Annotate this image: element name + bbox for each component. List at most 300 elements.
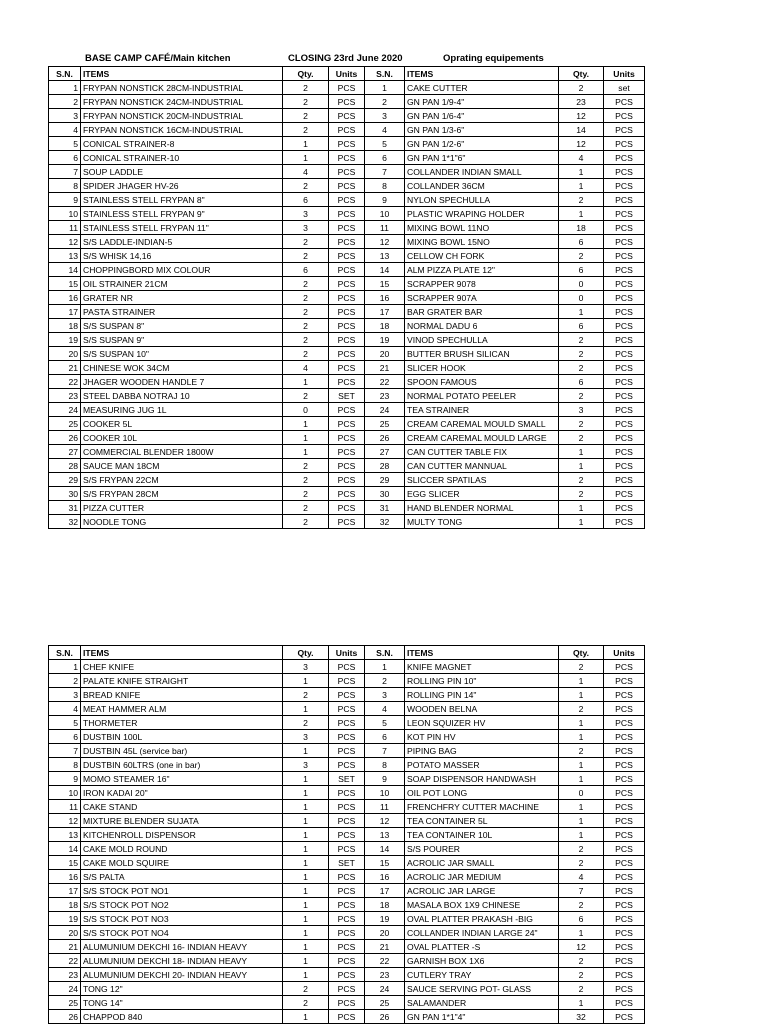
- cell-units: PCS: [329, 305, 365, 319]
- table-row: [49, 758, 645, 772]
- cell-item: FRYPAN NONSTICK 28CM-INDUSTRIAL: [81, 81, 283, 95]
- table-row: [49, 982, 645, 996]
- cell-units-2: PCS: [604, 151, 645, 165]
- cell-sn-2: 21: [365, 940, 405, 954]
- cell-sn: 9: [49, 772, 81, 786]
- cell-item: CHEF KNIFE: [81, 660, 283, 674]
- table-row: [49, 347, 645, 361]
- cell-item-2: SPOON FAMOUS: [405, 375, 559, 389]
- cell-qty: 1: [283, 842, 329, 856]
- table-row: [49, 179, 645, 193]
- cell-units-2: PCS: [604, 954, 645, 968]
- cell-units-2: PCS: [604, 431, 645, 445]
- cell-item: CHOPPINGBORD MIX COLOUR: [81, 263, 283, 277]
- cell-sn-2: 1: [365, 81, 405, 95]
- cell-item-2: GN PAN 1*1"6": [405, 151, 559, 165]
- cell-units-2: PCS: [604, 814, 645, 828]
- cell-sn-2: 26: [365, 1010, 405, 1024]
- table-row: [49, 361, 645, 375]
- table-row: [49, 305, 645, 319]
- column-header-sn: S.N.: [49, 67, 81, 81]
- cell-item: COMMERCIAL BLENDER 1800W: [81, 445, 283, 459]
- cell-qty: 2: [283, 347, 329, 361]
- column-header-item: ITEMS: [81, 67, 283, 81]
- cell-item-2: CREAM CAREMAL MOULD SMALL: [405, 417, 559, 431]
- cell-item-2: NORMAL DADU 6: [405, 319, 559, 333]
- cell-item: S/S STOCK POT NO3: [81, 912, 283, 926]
- cell-qty-2: 12: [559, 109, 604, 123]
- cell-item-2: COLLANDER 36CM: [405, 179, 559, 193]
- cell-qty-2: 1: [559, 828, 604, 842]
- cell-item: COOKER 10L: [81, 431, 283, 445]
- cell-item: STAINLESS STELL FRYPAN 9": [81, 207, 283, 221]
- cell-sn: 8: [49, 179, 81, 193]
- cell-sn-2: 11: [365, 221, 405, 235]
- table-row: [49, 417, 645, 431]
- cell-sn: 21: [49, 940, 81, 954]
- cell-sn-2: 18: [365, 319, 405, 333]
- cell-qty-2: 6: [559, 375, 604, 389]
- cell-qty-2: 6: [559, 912, 604, 926]
- cell-qty: 1: [283, 800, 329, 814]
- cell-units: PCS: [329, 151, 365, 165]
- cell-item-2: GN PAN 1/9-4": [405, 95, 559, 109]
- cell-sn-2: 29: [365, 473, 405, 487]
- cell-units-2: PCS: [604, 487, 645, 501]
- cell-units: PCS: [329, 319, 365, 333]
- cell-units: SET: [329, 389, 365, 403]
- cell-item-2: NYLON SPECHULLA: [405, 193, 559, 207]
- cell-units-2: PCS: [604, 515, 645, 529]
- cell-qty-2: 23: [559, 95, 604, 109]
- cell-qty-2: 2: [559, 473, 604, 487]
- cell-qty-2: 1: [559, 800, 604, 814]
- cell-item-2: LEON SQUIZER HV: [405, 716, 559, 730]
- cell-sn: 25: [49, 996, 81, 1010]
- cell-units-2: PCS: [604, 389, 645, 403]
- cell-sn-2: 17: [365, 305, 405, 319]
- table-row: [49, 912, 645, 926]
- cell-item: PIZZA CUTTER: [81, 501, 283, 515]
- column-header-item-2: ITEMS: [405, 646, 559, 660]
- cell-sn: 6: [49, 151, 81, 165]
- cell-qty: 1: [283, 702, 329, 716]
- cell-units-2: PCS: [604, 333, 645, 347]
- cell-qty: 2: [283, 81, 329, 95]
- cell-item: IRON KADAI 20": [81, 786, 283, 800]
- table-row: [49, 954, 645, 968]
- cell-units: PCS: [329, 445, 365, 459]
- cell-sn-2: 18: [365, 898, 405, 912]
- cell-sn: 7: [49, 744, 81, 758]
- cell-item-2: TEA CONTAINER 10L: [405, 828, 559, 842]
- cell-sn-2: 10: [365, 786, 405, 800]
- cell-item-2: GN PAN 1/3-6": [405, 123, 559, 137]
- cell-units: PCS: [329, 940, 365, 954]
- cell-sn-2: 6: [365, 151, 405, 165]
- cell-item-2: OVAL PLATTER PRAKASH -BIG: [405, 912, 559, 926]
- column-header-units: Units: [329, 646, 365, 660]
- table-row: [49, 772, 645, 786]
- cell-qty-2: 2: [559, 81, 604, 95]
- cell-sn-2: 6: [365, 730, 405, 744]
- sheet-header: [48, 53, 673, 67]
- cell-sn: 2: [49, 674, 81, 688]
- cell-qty: 2: [283, 319, 329, 333]
- cell-qty: 2: [283, 291, 329, 305]
- cell-item: S/S SUSPAN 10": [81, 347, 283, 361]
- cell-sn-2: 15: [365, 856, 405, 870]
- cell-sn: 24: [49, 982, 81, 996]
- cell-item-2: CAN CUTTER MANNUAL: [405, 459, 559, 473]
- cell-sn: 25: [49, 417, 81, 431]
- cell-qty: 6: [283, 193, 329, 207]
- cell-sn-2: 9: [365, 193, 405, 207]
- cell-item-2: KNIFE MAGNET: [405, 660, 559, 674]
- cell-item-2: S/S POURER: [405, 842, 559, 856]
- cell-qty: 2: [283, 515, 329, 529]
- table-row: [49, 459, 645, 473]
- cell-units-2: PCS: [604, 996, 645, 1010]
- cell-sn-2: 13: [365, 249, 405, 263]
- cell-item: KITCHENROLL DISPENSOR: [81, 828, 283, 842]
- cell-sn: 18: [49, 319, 81, 333]
- cell-units: PCS: [329, 912, 365, 926]
- cell-sn: 23: [49, 968, 81, 982]
- cell-qty: 1: [283, 1010, 329, 1024]
- cell-sn-2: 30: [365, 487, 405, 501]
- cell-qty: 2: [283, 996, 329, 1010]
- cell-sn-2: 14: [365, 842, 405, 856]
- cell-qty-2: 2: [559, 968, 604, 982]
- cell-units: PCS: [329, 660, 365, 674]
- table-row: [49, 123, 645, 137]
- table-row: [49, 660, 645, 674]
- cell-units: SET: [329, 772, 365, 786]
- cell-sn-2: 16: [365, 291, 405, 305]
- cell-qty: 4: [283, 165, 329, 179]
- cell-sn: 18: [49, 898, 81, 912]
- table-row: [49, 165, 645, 179]
- table-row: [49, 842, 645, 856]
- cell-item-2: CUTLERY TRAY: [405, 968, 559, 982]
- cell-qty-2: 7: [559, 884, 604, 898]
- cell-item: CHAPPOD 840: [81, 1010, 283, 1024]
- cell-qty: 1: [283, 137, 329, 151]
- cell-qty-2: 2: [559, 361, 604, 375]
- cell-item-2: SLICCER SPATILAS: [405, 473, 559, 487]
- cell-qty: 3: [283, 660, 329, 674]
- table-row: [49, 828, 645, 842]
- table-header-row: [49, 67, 645, 81]
- cell-sn: 5: [49, 137, 81, 151]
- cell-qty: 1: [283, 744, 329, 758]
- cell-item: CHINESE WOK 34CM: [81, 361, 283, 375]
- table-row: [49, 996, 645, 1010]
- cell-item-2: HAND BLENDER NORMAL: [405, 501, 559, 515]
- column-header-qty: Qty.: [283, 67, 329, 81]
- cell-units-2: PCS: [604, 165, 645, 179]
- cell-qty-2: 1: [559, 207, 604, 221]
- cell-item: THORMETER: [81, 716, 283, 730]
- cell-sn: 12: [49, 235, 81, 249]
- cell-sn: 13: [49, 828, 81, 842]
- cell-units-2: PCS: [604, 417, 645, 431]
- cell-sn: 4: [49, 123, 81, 137]
- cell-sn-2: 2: [365, 674, 405, 688]
- cell-qty: 1: [283, 856, 329, 870]
- cell-item-2: MIXING BOWL 15NO: [405, 235, 559, 249]
- cell-qty: 2: [283, 982, 329, 996]
- cell-item: OIL STRAINER 21CM: [81, 277, 283, 291]
- cell-units: PCS: [329, 263, 365, 277]
- cell-item-2: ROLLING PIN 10": [405, 674, 559, 688]
- cell-sn-2: 22: [365, 375, 405, 389]
- cell-sn-2: 20: [365, 347, 405, 361]
- cell-qty: 2: [283, 333, 329, 347]
- cell-qty-2: 1: [559, 772, 604, 786]
- cell-units: PCS: [329, 277, 365, 291]
- cell-units-2: PCS: [604, 221, 645, 235]
- table-row: [49, 207, 645, 221]
- table-row: [49, 137, 645, 151]
- cell-qty-2: 2: [559, 333, 604, 347]
- cell-item-2: EGG SLICER: [405, 487, 559, 501]
- cell-units-2: PCS: [604, 249, 645, 263]
- cell-qty: 2: [283, 95, 329, 109]
- cell-units: PCS: [329, 814, 365, 828]
- cell-qty: 2: [283, 459, 329, 473]
- cell-units: PCS: [329, 361, 365, 375]
- cell-sn-2: 21: [365, 361, 405, 375]
- cell-units-2: PCS: [604, 305, 645, 319]
- cell-units-2: PCS: [604, 1010, 645, 1024]
- cell-qty-2: 0: [559, 291, 604, 305]
- cell-sn-2: 2: [365, 95, 405, 109]
- cell-units: PCS: [329, 235, 365, 249]
- table-row: [49, 263, 645, 277]
- inventory-table-2: [48, 645, 645, 1024]
- cell-item: FRYPAN NONSTICK 24CM-INDUSTRIAL: [81, 95, 283, 109]
- cell-qty-2: 1: [559, 305, 604, 319]
- category-title: Oprating equipements: [443, 53, 544, 64]
- cell-units: PCS: [329, 800, 365, 814]
- cell-units: PCS: [329, 515, 365, 529]
- cell-item-2: GN PAN 1/6-4": [405, 109, 559, 123]
- cell-item: S/S STOCK POT NO4: [81, 926, 283, 940]
- cell-qty-2: 32: [559, 1010, 604, 1024]
- cell-item-2: CREAM CAREMAL MOULD LARGE: [405, 431, 559, 445]
- cell-units-2: PCS: [604, 926, 645, 940]
- cell-item: PALATE KNIFE STRAIGHT: [81, 674, 283, 688]
- cell-sn-2: 16: [365, 870, 405, 884]
- cell-item: TONG 14": [81, 996, 283, 1010]
- cell-item-2: GN PAN 1/2-6": [405, 137, 559, 151]
- table-row: [49, 870, 645, 884]
- cell-units: PCS: [329, 459, 365, 473]
- cell-item-2: WOODEN BELNA: [405, 702, 559, 716]
- cell-units: PCS: [329, 898, 365, 912]
- cell-item-2: CAKE CUTTER: [405, 81, 559, 95]
- cell-qty: 1: [283, 417, 329, 431]
- closing-date: CLOSING 23rd June 2020: [288, 53, 403, 64]
- cell-units: PCS: [329, 109, 365, 123]
- cell-sn: 7: [49, 165, 81, 179]
- table-row: [49, 884, 645, 898]
- cell-qty-2: 2: [559, 954, 604, 968]
- cell-sn-2: 8: [365, 179, 405, 193]
- cell-units-2: PCS: [604, 884, 645, 898]
- column-header-units: Units: [329, 67, 365, 81]
- cell-qty-2: 2: [559, 487, 604, 501]
- table-row: [49, 674, 645, 688]
- location-title: BASE CAMP CAFÉ/Main kitchen: [85, 53, 231, 64]
- cell-item-2: COLLANDER INDIAN LARGE 24": [405, 926, 559, 940]
- cell-qty: 1: [283, 926, 329, 940]
- cell-units: PCS: [329, 165, 365, 179]
- table-row: [49, 81, 645, 95]
- cell-item-2: SCRAPPER 9078: [405, 277, 559, 291]
- cell-units: PCS: [329, 688, 365, 702]
- cell-units-2: PCS: [604, 375, 645, 389]
- cell-units-2: PCS: [604, 179, 645, 193]
- cell-item: S/S LADDLE-INDIAN-5: [81, 235, 283, 249]
- cell-sn-2: 5: [365, 716, 405, 730]
- cell-sn: 15: [49, 856, 81, 870]
- column-header-sn: S.N.: [49, 646, 81, 660]
- cell-units-2: PCS: [604, 898, 645, 912]
- inventory-table-1: [48, 66, 645, 529]
- cell-qty: 1: [283, 151, 329, 165]
- cell-qty: 1: [283, 870, 329, 884]
- cell-item: CAKE MOLD ROUND: [81, 842, 283, 856]
- cell-qty: 2: [283, 305, 329, 319]
- cell-qty: 2: [283, 473, 329, 487]
- cell-qty-2: 1: [559, 445, 604, 459]
- cell-units: PCS: [329, 501, 365, 515]
- cell-qty-2: 2: [559, 856, 604, 870]
- table-row: [49, 375, 645, 389]
- cell-item: S/S WHISK 14,16: [81, 249, 283, 263]
- cell-units-2: PCS: [604, 842, 645, 856]
- cell-units-2: PCS: [604, 291, 645, 305]
- cell-sn-2: 3: [365, 109, 405, 123]
- cell-item-2: GN PAN 1*1"4": [405, 1010, 559, 1024]
- table-row: [49, 151, 645, 165]
- table-row: [49, 221, 645, 235]
- cell-item: MEAT HAMMER ALM: [81, 702, 283, 716]
- cell-sn: 20: [49, 926, 81, 940]
- cell-item: BREAD KNIFE: [81, 688, 283, 702]
- cell-qty: 3: [283, 207, 329, 221]
- cell-units: PCS: [329, 473, 365, 487]
- cell-sn: 3: [49, 688, 81, 702]
- table-row: [49, 277, 645, 291]
- cell-qty-2: 2: [559, 660, 604, 674]
- cell-sn: 10: [49, 786, 81, 800]
- table-row: [49, 109, 645, 123]
- cell-sn: 6: [49, 730, 81, 744]
- cell-item: ALUMUNIUM DEKCHI 20- INDIAN HEAVY: [81, 968, 283, 982]
- cell-sn: 16: [49, 870, 81, 884]
- cell-qty: 1: [283, 940, 329, 954]
- cell-qty-2: 2: [559, 417, 604, 431]
- cell-units: PCS: [329, 487, 365, 501]
- cell-item: TONG 12": [81, 982, 283, 996]
- cell-sn: 17: [49, 884, 81, 898]
- cell-units: PCS: [329, 403, 365, 417]
- table-row: [49, 716, 645, 730]
- cell-units-2: PCS: [604, 207, 645, 221]
- cell-units-2: set: [604, 81, 645, 95]
- cell-sn-2: 15: [365, 277, 405, 291]
- cell-sn-2: 10: [365, 207, 405, 221]
- cell-units: PCS: [329, 417, 365, 431]
- cell-sn: 27: [49, 445, 81, 459]
- cell-qty-2: 2: [559, 702, 604, 716]
- table-row: [49, 744, 645, 758]
- cell-qty: 1: [283, 772, 329, 786]
- cell-item-2: BUTTER BRUSH SILICAN: [405, 347, 559, 361]
- cell-item-2: POTATO MASSER: [405, 758, 559, 772]
- cell-qty: 2: [283, 389, 329, 403]
- cell-item-2: ACROLIC JAR MEDIUM: [405, 870, 559, 884]
- cell-sn: 3: [49, 109, 81, 123]
- table-row: [49, 249, 645, 263]
- cell-item: CONICAL STRAINER-8: [81, 137, 283, 151]
- table-row: [49, 898, 645, 912]
- cell-units: PCS: [329, 996, 365, 1010]
- table-row: [49, 800, 645, 814]
- column-header-units-2: Units: [604, 646, 645, 660]
- cell-item-2: MASALA BOX 1X9 CHINESE: [405, 898, 559, 912]
- cell-sn-2: 22: [365, 954, 405, 968]
- cell-item-2: TEA STRAINER: [405, 403, 559, 417]
- cell-item-2: FRENCHFRY CUTTER MACHINE: [405, 800, 559, 814]
- cell-qty-2: 1: [559, 165, 604, 179]
- cell-item: ALUMUNIUM DEKCHI 16- INDIAN HEAVY: [81, 940, 283, 954]
- table-row: [49, 501, 645, 515]
- cell-item-2: KOT PIN HV: [405, 730, 559, 744]
- cell-sn: 11: [49, 800, 81, 814]
- cell-item: JHAGER WOODEN HANDLE 7: [81, 375, 283, 389]
- cell-item-2: SALAMANDER: [405, 996, 559, 1010]
- cell-sn: 14: [49, 842, 81, 856]
- cell-sn-2: 23: [365, 968, 405, 982]
- cell-sn: 16: [49, 291, 81, 305]
- cell-item: CAKE MOLD SQUIRE: [81, 856, 283, 870]
- cell-qty: 3: [283, 758, 329, 772]
- table-row: [49, 487, 645, 501]
- cell-units: PCS: [329, 786, 365, 800]
- cell-units-2: PCS: [604, 473, 645, 487]
- cell-sn: 29: [49, 473, 81, 487]
- cell-qty-2: 2: [559, 744, 604, 758]
- cell-qty: 2: [283, 235, 329, 249]
- cell-item: NOODLE TONG: [81, 515, 283, 529]
- cell-units: PCS: [329, 1010, 365, 1024]
- cell-units-2: PCS: [604, 277, 645, 291]
- cell-item: GRATER NR: [81, 291, 283, 305]
- cell-item-2: ACROLIC JAR SMALL: [405, 856, 559, 870]
- cell-sn: 22: [49, 375, 81, 389]
- cell-item: MEASURING JUG 1L: [81, 403, 283, 417]
- cell-units-2: PCS: [604, 786, 645, 800]
- cell-units: PCS: [329, 744, 365, 758]
- cell-units: PCS: [329, 758, 365, 772]
- cell-units: PCS: [329, 982, 365, 996]
- cell-qty: 3: [283, 730, 329, 744]
